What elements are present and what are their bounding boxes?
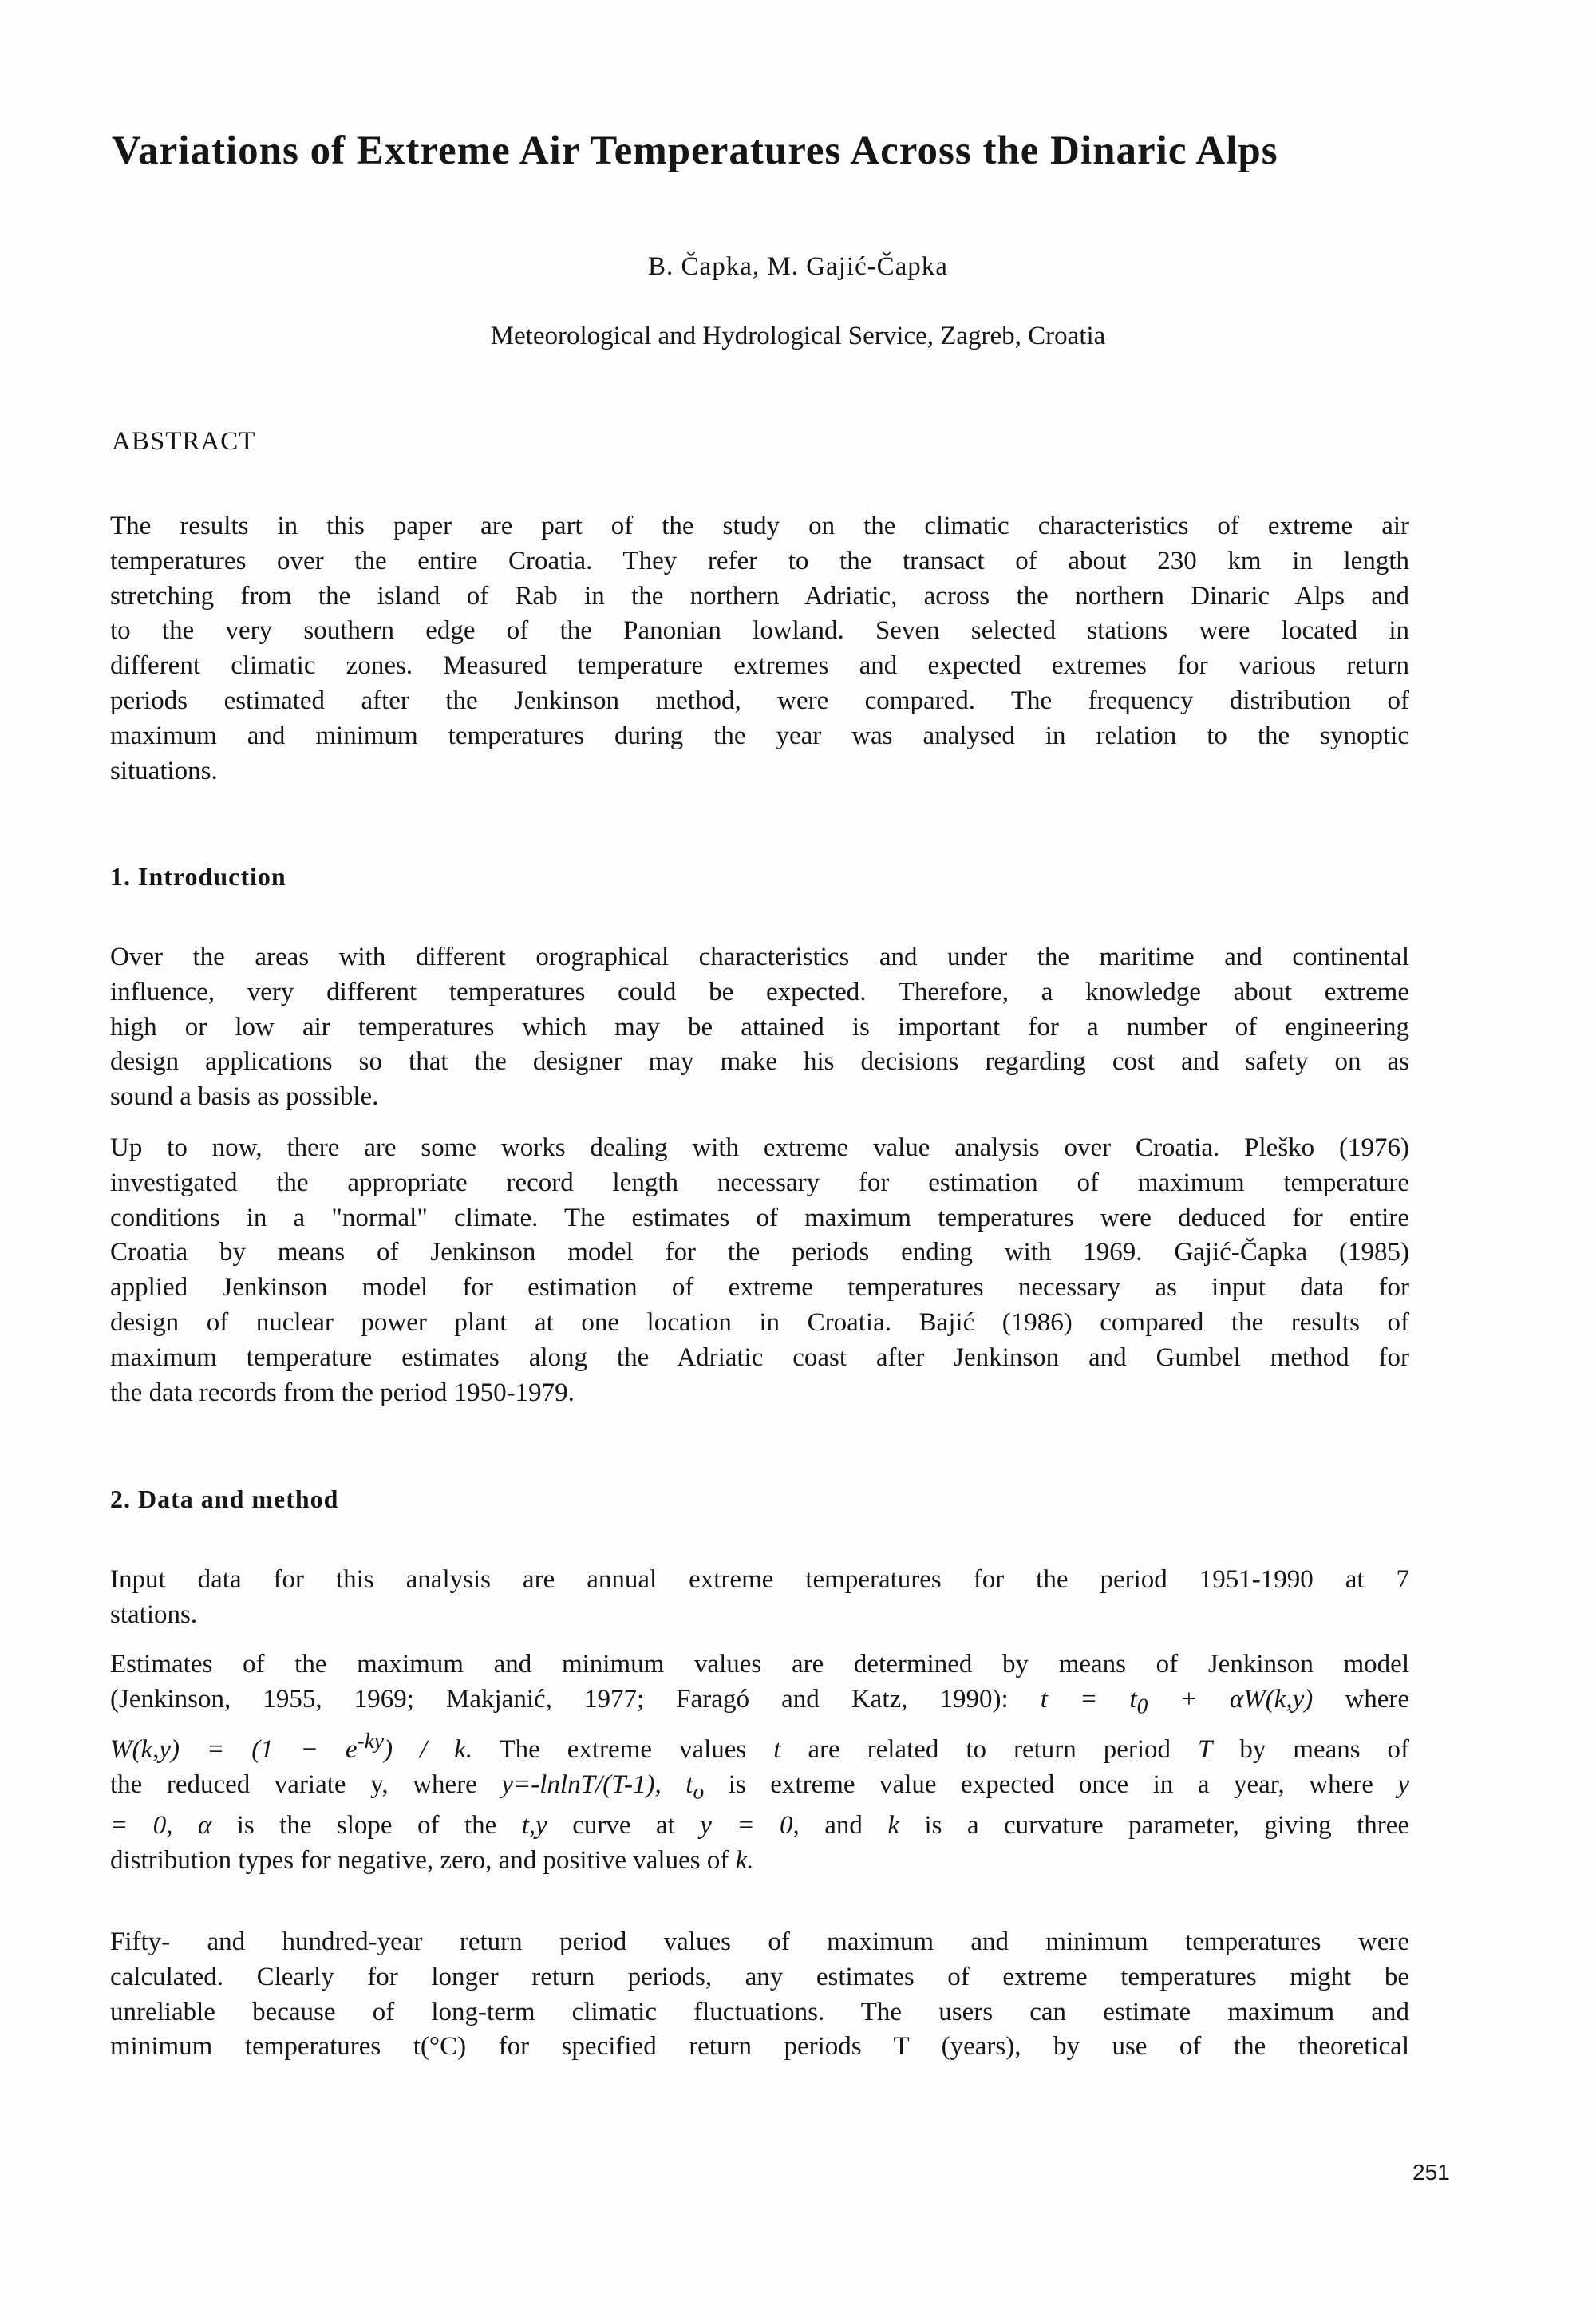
method-paragraph-1 xyxy=(110,1563,1409,1633)
intro-line: conditions in a "normal" climate. The estimates of maximum temperatures were deduced for entire xyxy=(110,1203,1409,1232)
intro-line: sound a basis as possible. xyxy=(110,1082,379,1112)
method-line-equation: (Jenkinson, 1955, 1969; Makjanić, 1977; Faragó and Katz, 1990): $t = t_0 + \alpha W(k,y)$ where xyxy=(110,1684,1410,1718)
abstract-line: The results in this paper are part of the study on the climatic characteristics of extreme air xyxy=(110,512,1409,540)
intro-line: the data records from the period 1950-1979. xyxy=(110,1378,575,1407)
citation-text: (Jenkinson, 1955, 1969; Makjanić, 1977; Faragó and Katz, 1990): xyxy=(110,1684,1009,1714)
authors: B. Čapka, M. Gajić-Čapka xyxy=(648,252,948,281)
intro-paragraph-2 xyxy=(110,1131,1409,1410)
method-line: the reduced variate y, where y=-lnlnT/(T-1), $t_o$ is extreme value expected once in a year, where y xyxy=(110,1769,1410,1804)
method-line: Fifty- and hundred-year return period values of maximum and minimum temperatures were xyxy=(110,1928,1409,1956)
intro-line: design of nuclear power plant at one location in Croatia. Bajić (1986) compared the results of xyxy=(110,1307,1409,1337)
intro-line: Up to now, there are some works dealing with extreme value analysis over Croatia. Pleško (1976) xyxy=(110,1133,1409,1162)
abstract-line: periods estimated after the Jenkinson method, were compared. The frequency distribution of xyxy=(110,686,1409,715)
intro-line: design applications so that the designer may make his decisions regarding cost and safety on as xyxy=(110,1047,1409,1077)
reduced-variate-formula: y=-lnlnT/(T-1), xyxy=(501,1769,662,1799)
intro-line: Croatia by means of Jenkinson model for the periods ending with 1969. Gajić-Čapka (1985) xyxy=(110,1238,1409,1267)
method-line: unreliable because of long-term climatic fluctuations. The users can estimate maximum and xyxy=(110,1997,1409,2026)
method-line: Estimates of the maximum and minimum values are determined by means of Jenkinson model xyxy=(110,1650,1409,1678)
abstract-line: stretching from the island of Rab in the northern Adriatic, across the northern Dinaric Alps and xyxy=(110,581,1409,611)
affiliation: Meteorological and Hydrological Service, Zagreb, Croatia xyxy=(490,322,1106,350)
abstract-line: maximum and minimum temperatures during the year was analysed in relation to the synoptic xyxy=(110,721,1409,750)
equation-jenkinson: $t = t_0 + \alpha W(k,y)$ xyxy=(1040,1684,1314,1718)
intro-line: Over the areas with different orographical characteristics and under the maritime and continental xyxy=(110,943,1409,971)
abstract-heading: ABSTRACT xyxy=(112,427,256,456)
paper-title: Variations of Extreme Air Temperatures Across the Dinaric Alps xyxy=(112,128,1278,173)
page-number: 251 xyxy=(1412,2160,1450,2184)
method-line: calculated. Clearly for longer return periods, any estimates of extreme temperatures might be xyxy=(110,1962,1409,1991)
method-line: minimum temperatures t(°C) for specified return periods T (years), by use of the theoretical xyxy=(110,2032,1409,2062)
abstract-line: situations. xyxy=(110,756,218,785)
method-line-equation: $W(k,y) = (1 - e^{-ky}) / k$. The extreme values t are related to return period T by means of xyxy=(110,1728,1410,1765)
abstract-paragraph xyxy=(110,509,1409,789)
method-line: stations. xyxy=(110,1599,198,1629)
equation-w: $W(k,y) = (1 - e^{-ky}) / k$. xyxy=(110,1728,473,1765)
intro-paragraph-1 xyxy=(110,940,1409,1115)
intro-line: applied Jenkinson model for estimation of extreme temperatures necessary as input data for xyxy=(110,1273,1409,1303)
method-paragraph-2 xyxy=(110,1647,1409,1879)
intro-line: maximum temperature estimates along the Adriatic coast after Jenkinson and Gumbel method for xyxy=(110,1342,1409,1372)
method-line: distribution types for negative, zero, and positive values of k. xyxy=(110,1846,754,1876)
section-2-heading: 2. Data and method xyxy=(110,1485,339,1513)
intro-line: influence, very different temperatures could be expected. Therefore, a knowledge about extreme xyxy=(110,977,1409,1006)
method-line: = 0, α is the slope of the t,y curve at y = 0, and k is a curvature parameter, giving three xyxy=(110,1811,1410,1841)
abstract-line: temperatures over the entire Croatia. They refer to the transact of about 230 km in length xyxy=(110,546,1409,575)
section-1-heading: 1. Introduction xyxy=(110,862,286,891)
method-paragraph-3 xyxy=(110,1925,1409,2065)
abstract-line: different climatic zones. Measured temperature extremes and expected extremes for various return xyxy=(110,651,1409,681)
intro-line: high or low air temperatures which may be attained is important for a number of engineering xyxy=(110,1012,1409,1042)
intro-line: investigated the appropriate record length necessary for estimation of maximum temperature xyxy=(110,1168,1409,1197)
method-line: Input data for this analysis are annual extreme temperatures for the period 1951-1990 at 7 xyxy=(110,1565,1409,1594)
abstract-line: to the very southern edge of the Panonian lowland. Seven selected stations were located in xyxy=(110,616,1409,646)
